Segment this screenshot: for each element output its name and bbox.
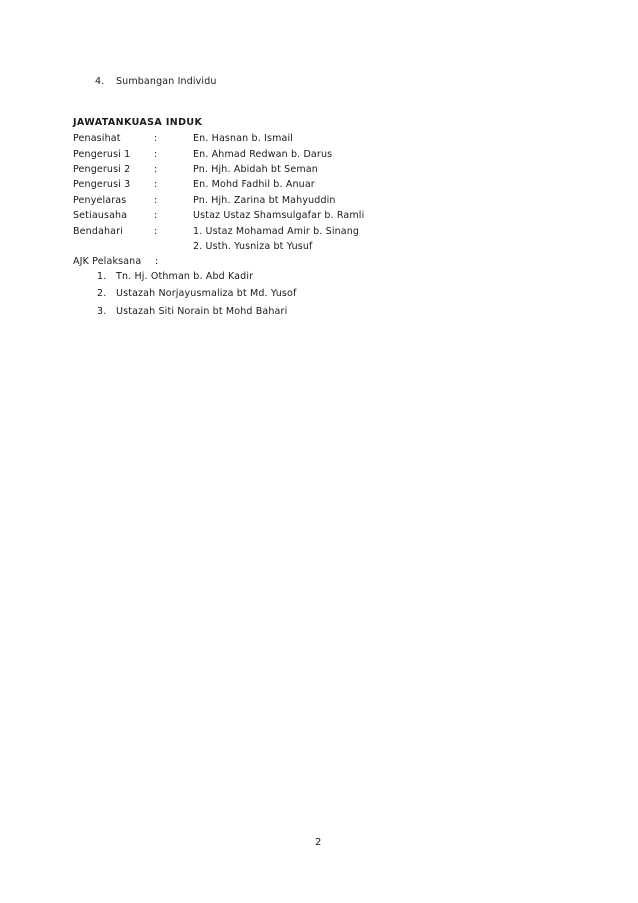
list-item-text: Sumbangan Individu [116, 76, 217, 87]
row-value-penasihat: En. Hasnan b. Ismail [193, 133, 294, 144]
row-label-pengerusi-1: Pengerusi 1 [73, 149, 131, 160]
row-label-penyelaras: Penyelaras [73, 195, 127, 206]
ajk-member-number: 2. [97, 288, 107, 299]
row-value-penyelaras: Pn. Hjh. Zarina bt Mahyuddin [193, 195, 336, 206]
row-value-setiausaha: Ustaz Ustaz Shamsulgafar b. Ramli [193, 210, 365, 221]
row-colon: : [154, 226, 158, 237]
page-number: 2 [315, 837, 322, 848]
row-value-pengerusi-2: Pn. Hjh. Abidah bt Seman [193, 164, 318, 175]
list-item-number: 4. [95, 76, 105, 87]
row-label-bendahari: Bendahari [73, 226, 123, 237]
ajk-member-number: 3. [97, 306, 107, 317]
row-colon: : [154, 133, 158, 144]
row-label-pengerusi-2: Pengerusi 2 [73, 164, 131, 175]
section-title: JAWATANKUASA INDUK [73, 117, 203, 128]
ajk-member-number: 1. [97, 271, 107, 282]
ajk-label: AJK Pelaksana [73, 256, 142, 267]
row-label-pengerusi-3: Pengerusi 3 [73, 179, 131, 190]
row-colon: : [154, 179, 158, 190]
row-value-pengerusi-3: En. Mohd Fadhil b. Anuar [193, 179, 315, 190]
row-value-bendahari-1: 1. Ustaz Mohamad Amir b. Sinang [193, 226, 360, 237]
row-colon: : [154, 164, 158, 175]
row-value-bendahari-2: 2. Usth. Yusniza bt Yusuf [193, 241, 313, 252]
ajk-member-name: Tn. Hj. Othman b. Abd Kadir [116, 271, 254, 282]
row-colon: : [154, 195, 158, 206]
ajk-member-name: Ustazah Norjayusmaliza bt Md. Yusof [116, 288, 297, 299]
row-value-pengerusi-1: En. Ahmad Redwan b. Darus [193, 149, 333, 160]
ajk-member-name: Ustazah Siti Norain bt Mohd Bahari [116, 306, 288, 317]
row-label-penasihat: Penasihat [73, 133, 121, 144]
row-colon: : [154, 210, 158, 221]
row-colon: : [154, 149, 158, 160]
ajk-colon: : [155, 256, 159, 267]
row-label-setiausaha: Setiausaha [73, 210, 128, 221]
